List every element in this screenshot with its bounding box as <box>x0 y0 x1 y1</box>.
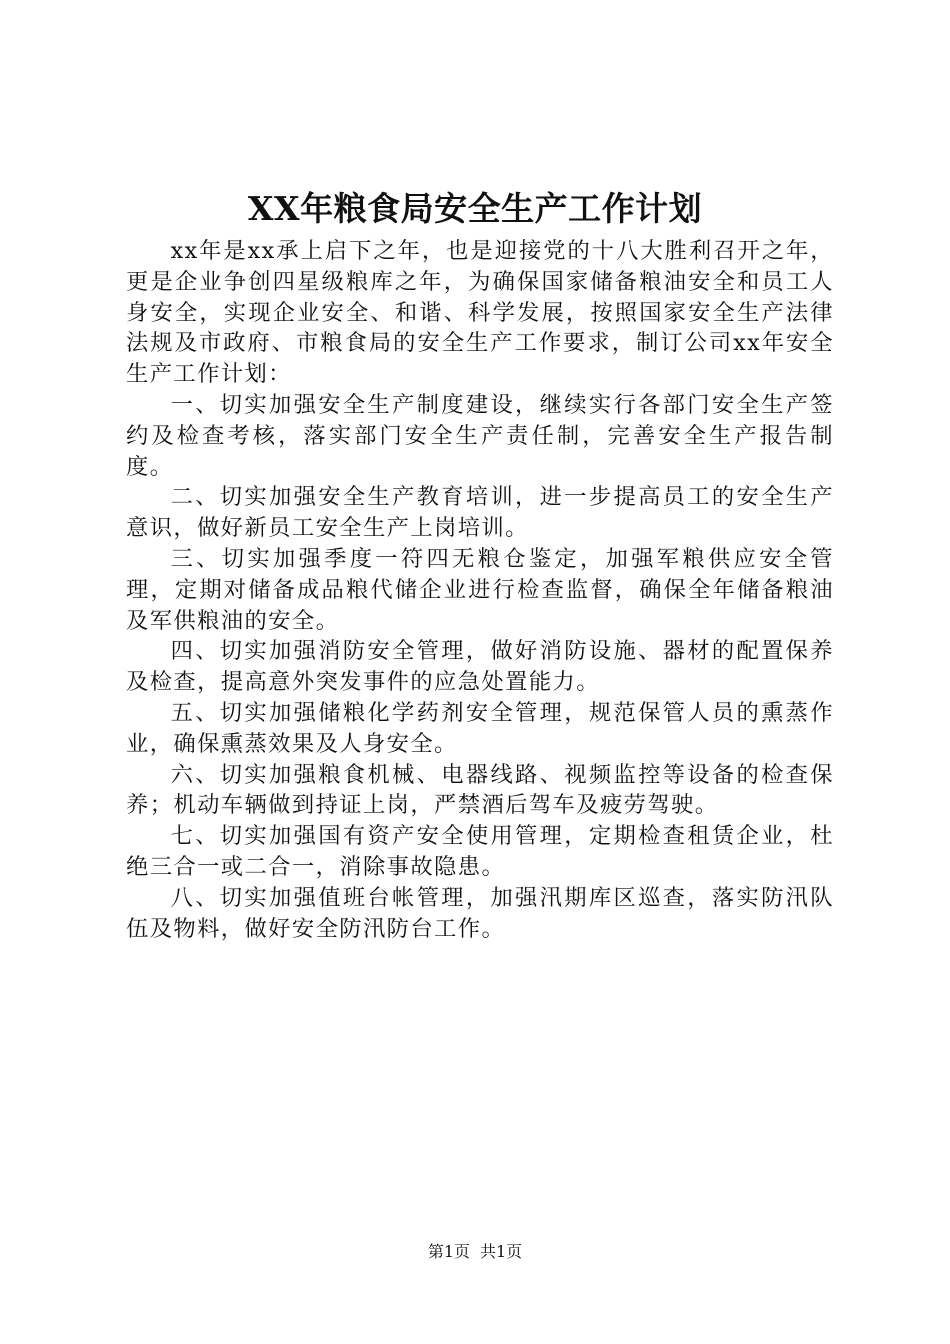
section-paragraph-1: 一、切实加强安全生产制度建设，继续实行各部门安全生产签约及检查考核，落实部门安全生产责任制，完善安全生产报告制度。 <box>126 391 834 480</box>
section-paragraph-5: 五、切实加强储粮化学药剂安全管理，规范保管人员的熏蒸作业，确保熏蒸效果及人身安全。 <box>126 699 834 757</box>
section-paragraph-2: 二、切实加强安全生产教育培训，进一步提高员工的安全生产意识，做好新员工安全生产上岗培训。 <box>126 484 834 542</box>
section-paragraph-4: 四、切实加强消防安全管理，做好消防设施、器材的配置保养及检查，提高意外突发事件的应急处置能力。 <box>126 638 834 696</box>
page-total: 共1页 <box>480 1242 523 1261</box>
document-title: XX年粮食局安全生产工作计划 <box>247 189 703 228</box>
section-paragraph-7: 七、切实加强国有资产安全使用管理，定期检查租赁企业，杜绝三合一或二合一，消除事故隐患。 <box>126 823 834 880</box>
page-footer <box>0 1241 950 1263</box>
section-paragraph-6: 六、切实加强粮食机械、电器线路、视频监控等设备的检查保养；机动车辆做到持证上岗，严禁酒后驾车及疲劳驾驶。 <box>126 761 834 819</box>
section-paragraph-3: 三、切实加强季度一符四无粮仓鉴定，加强军粮供应安全管理，定期对储备成品粮代储企业进行检查监督，确保全年储备粮油及军供粮油的安全。 <box>126 545 834 634</box>
intro-paragraph: xx年是xx承上启下之年，也是迎接党的十八大胜利召开之年，更是企业争创四星级粮库之年，为确保国家储备粮油安全和员工人身安全，实现企业安全、和谐、科学发展，按照国家安全生产法律法规及市政府、市粮食局的安全生产工作要求，制订公司xx年安全生产工作计划： <box>126 238 834 388</box>
page-number: 第1页 <box>427 1242 470 1261</box>
section-paragraph-8: 八、切实加强值班台帐管理，加强汛期库区巡查，落实防汛队伍及物料，做好安全防汛防台工作。 <box>126 884 834 942</box>
document-body <box>126 236 834 944</box>
